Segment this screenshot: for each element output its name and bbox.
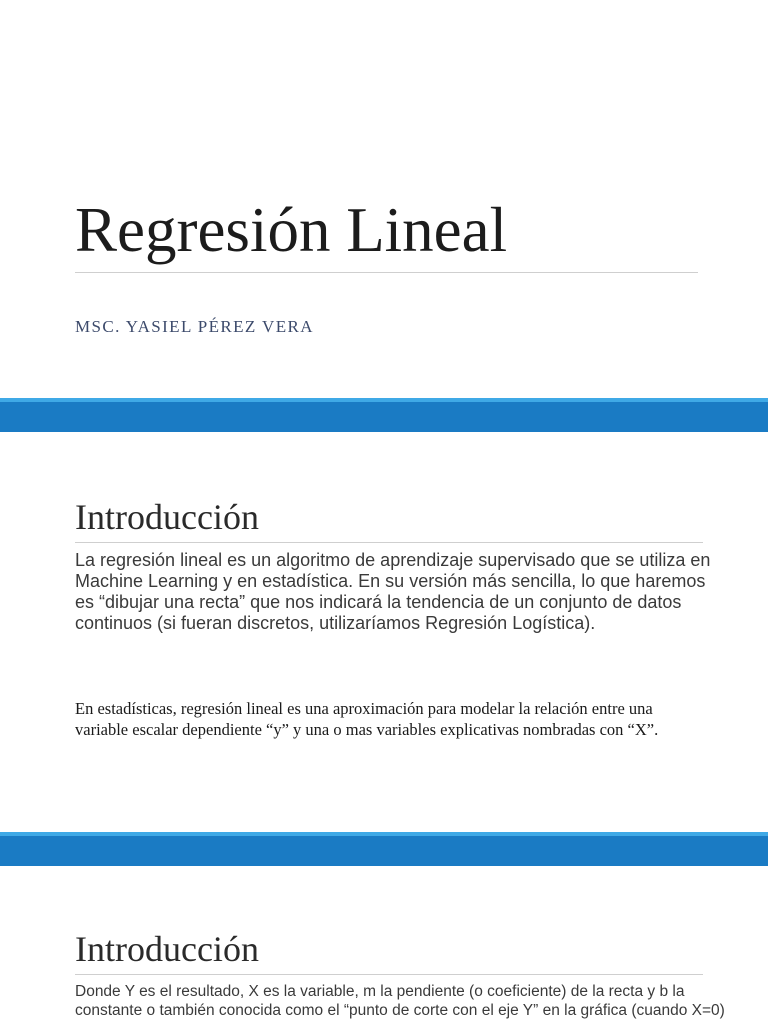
slide-introduction-2	[0, 866, 768, 1024]
slide-separator	[0, 398, 768, 432]
slide-title	[0, 0, 768, 398]
author-subtitle: MSC. YASIEL PÉREZ VERA	[75, 317, 314, 336]
title-divider	[75, 272, 698, 273]
slide-separator	[0, 832, 768, 866]
statistics-paragraph: En estadísticas, regresión lineal es una aproximación para modelar la relación entre una variable escalar dependiente “y” y una o mas variables explicativas nombradas con “X”.	[75, 699, 659, 739]
slide-introduction-1	[0, 432, 768, 832]
equation-description-paragraph: Donde Y es el resultado, X es la variable, m la pendiente (o coeficiente) de la recta y b la constante o también conocida como el “punto de corte con el eje Y” en la gráfica (cuando X=0)	[75, 983, 725, 1019]
heading-divider	[75, 974, 703, 975]
slide-heading: Introducción	[75, 929, 259, 969]
definition-paragraph: La regresión lineal es un algoritmo de aprendizaje supervisado que se utiliza en Machine Learning y en estadística. En su versión más sencilla, lo que haremos es “dibujar una recta” que nos indicará la tendencia de un conjunto de datos continuos (si fueran discretos, utilizaríamos Regresión Logística).	[75, 550, 711, 633]
slide-heading: Introducción	[75, 497, 259, 537]
presentation-title: Regresión Lineal	[75, 195, 508, 265]
heading-divider	[75, 542, 703, 543]
